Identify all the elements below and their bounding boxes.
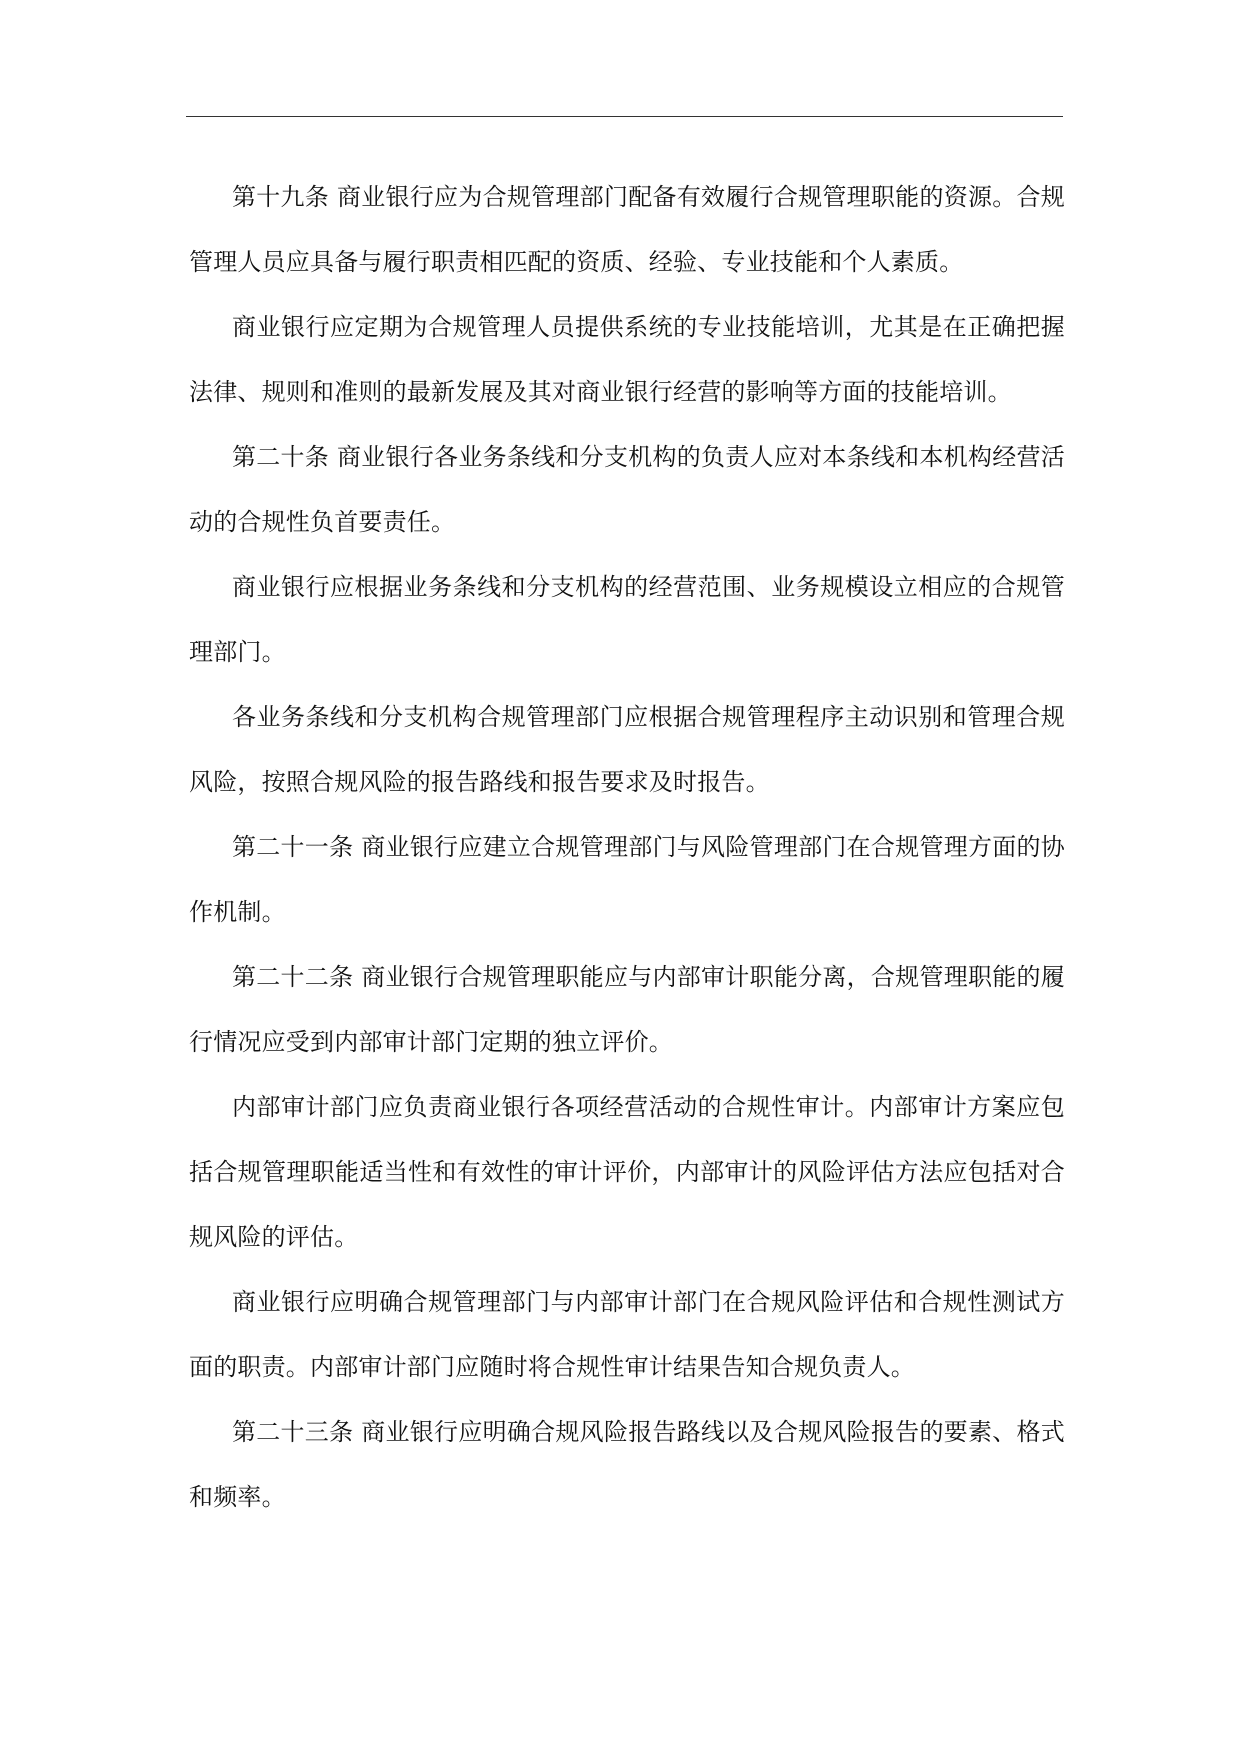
paragraph-article-23: 第二十三条 商业银行应明确合规风险报告路线以及合规风险报告的要素、格式和频率。: [189, 1418, 1065, 1511]
paragraph-department-setup: 商业银行应根据业务条线和分支机构的经营范围、业务规模设立相应的合规管理部门。: [189, 573, 1065, 666]
paragraph-article-22: 第二十二条 商业银行合规管理职能应与内部审计职能分离，合规管理职能的履行情况应受到内部审计部门定期的独立评价。: [189, 963, 1065, 1056]
paragraph-audit-responsibilities: 商业银行应明确合规管理部门与内部审计部门在合规风险评估和合规性测试方面的职责。内部审计部门应随时将合规性审计结果告知合规负责人。: [189, 1288, 1065, 1381]
paragraph-article-19: 第十九条 商业银行应为合规管理部门配备有效履行合规管理职能的资源。合规管理人员应具备与履行职责相匹配的资质、经验、专业技能和个人素质。: [189, 183, 1065, 276]
paragraph-article-20: 第二十条 商业银行各业务条线和分支机构的负责人应对本条线和本机构经营活动的合规性负首要责任。: [189, 443, 1065, 536]
paragraph-internal-audit: 内部审计部门应负责商业银行各项经营活动的合规性审计。内部审计方案应包括合规管理职能适当性和有效性的审计评价，内部审计的风险评估方法应包括对合规风险的评估。: [189, 1093, 1065, 1251]
paragraph-risk-reporting: 各业务条线和分支机构合规管理部门应根据合规管理程序主动识别和管理合规风险，按照合规风险的报告路线和报告要求及时报告。: [189, 703, 1065, 796]
header-rule: [186, 116, 1063, 117]
paragraph-article-21: 第二十一条 商业银行应建立合规管理部门与风险管理部门在合规管理方面的协作机制。: [189, 833, 1065, 926]
document-body: [189, 165, 1065, 1530]
paragraph-training: 商业银行应定期为合规管理人员提供系统的专业技能培训，尤其是在正确把握法律、规则和准则的最新发展及其对商业银行经营的影响等方面的技能培训。: [189, 313, 1065, 406]
